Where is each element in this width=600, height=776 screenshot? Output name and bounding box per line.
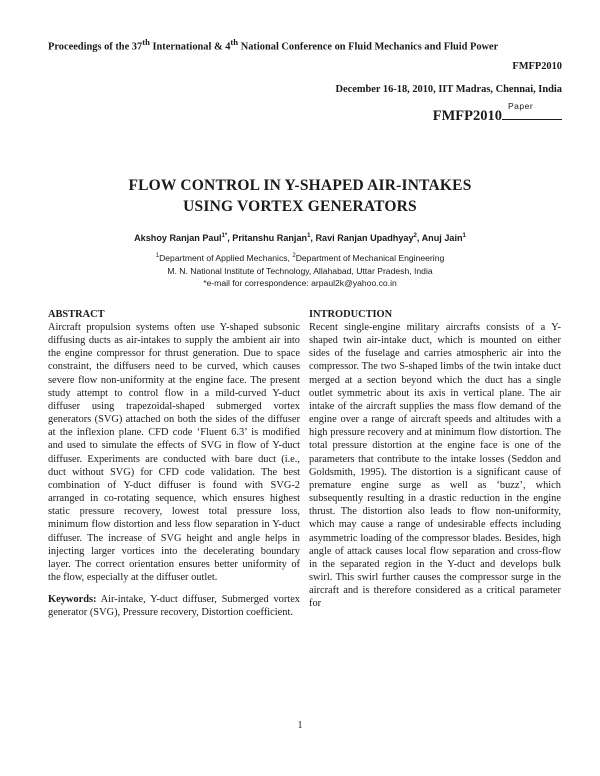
paper-number-placeholder: Paper xyxy=(508,101,534,111)
author: Pritanshu Ranjan$^1$, xyxy=(232,233,316,244)
proceedings-header: Proceedings of the 37th International & 4th National Conference on Fluid Mechanics and Fluid Power xyxy=(48,37,499,53)
conference-code: FMFP2010 xyxy=(512,61,562,72)
keywords xyxy=(48,593,300,619)
paper-number: FMFP2010 Paper xyxy=(433,107,562,125)
introduction-text: Recent single-engine military aircrafts consists of a Y-shaped twin air-intake duct, which is mounted on either sides of the fuselage and carries atmospheric air into the compressor. The two S-shaped limbs of the twin intake duct merged at a section beyond which the duct has a single outlet symmetric about its axis in vertical plane. The air intake of the aircraft supplies the mass flow demand of the engine over a range of aircraft speeds and altitudes with a high pressure recovery and at minimum flow distortion. The total pressure distortion at the engine face is one of the parameters that contribute to the intake losses (Seddon and Goldsmith, 1995). The distortion is a significant cause of premature engine surge as well as ‘buzz’, which subsequently resulting in a drastic reduction in the engine thrust. The distortion also leads to flow non-uniformity, which may cause a range of undesirable effects including asymmetric loading of the compressor blades. Besides, high angle of attack causes local flow separation and cross-flow in the separated region in the Y-duct and develops bulk swirl. This swirl further causes the compressor surge in the aircraft and is therefore considered as a critical parameter for xyxy=(309,322,561,610)
conference-dates-venue: December 16-18, 2010, IIT Madras, Chennai, India xyxy=(335,84,562,95)
paper-title-line-2: USING VORTEX GENERATORS xyxy=(183,198,417,215)
introduction-heading: INTRODUCTION xyxy=(309,309,393,320)
author: Ravi Ranjan Upadhyay$^2$, xyxy=(315,233,422,244)
author: Akshoy Ranjan Paul$^{1*}$, xyxy=(134,233,233,244)
page-number: 1 xyxy=(297,720,303,731)
keywords-label: Keywords: xyxy=(48,594,97,606)
left-column xyxy=(48,308,300,619)
affiliation-institute: M. N. National Institute of Technology, Allahabad, Uttar Pradesh, India xyxy=(167,266,433,276)
author: Anuj Jain$^1$ xyxy=(421,233,466,244)
abstract-text: Aircraft propulsion systems often use Y-shaped subsonic diffusing ducts as air-intakes to supply the ambient air into the engine compressor for thrust generation. Due to space constraint, the diffusers need to be curved, which causes severe flow non-uniformity at the engine face. The present study attempt to control flow in a mild-curved Y-duct diffuser using trapezoidal-shaped submerged vortex generators (SVG) attached on both the sides of the diffuser at the inflexion plane. CFD code ‘Fluent 6.3’ is modified and used to simulate the effects of SVG in flow of Y-duct diffuser. Experiments are conducted with bare duct (i.e., duct without SVG) for CFD code validation. The best combination of Y-duct diffuser is found with SVG-2 arranged in co-rotating sequence, which ensures highest static pressure recovery, lowest total pressure loss, minimum flow distortion and less flow separation in Y-duct diffuser. The increase of SVG height and angle helps in injecting larger vortices into the decelerating boundary layer. The correct orientation ensures better uniformity of the flow, especially at the diffuser outlet. xyxy=(48,322,300,583)
right-column xyxy=(309,308,561,610)
paper-title-line-1: FLOW CONTROL IN Y-SHAPED AIR-INTAKES xyxy=(128,177,472,194)
abstract-heading: ABSTRACT xyxy=(48,309,105,320)
correspondence-email: *e-mail for correspondence: arpaul2k@yahoo.co.in xyxy=(203,278,397,288)
keywords-text: Air-intake, Y-duct diffuser, Submerged vortex generator (SVG), Pressure recovery, Distortion coefficient. xyxy=(48,594,300,619)
author-list xyxy=(0,233,600,243)
affiliation-departments: $^1$Department of Applied Mechanics, $^2$Department of Mechanical Engineering xyxy=(155,253,445,263)
